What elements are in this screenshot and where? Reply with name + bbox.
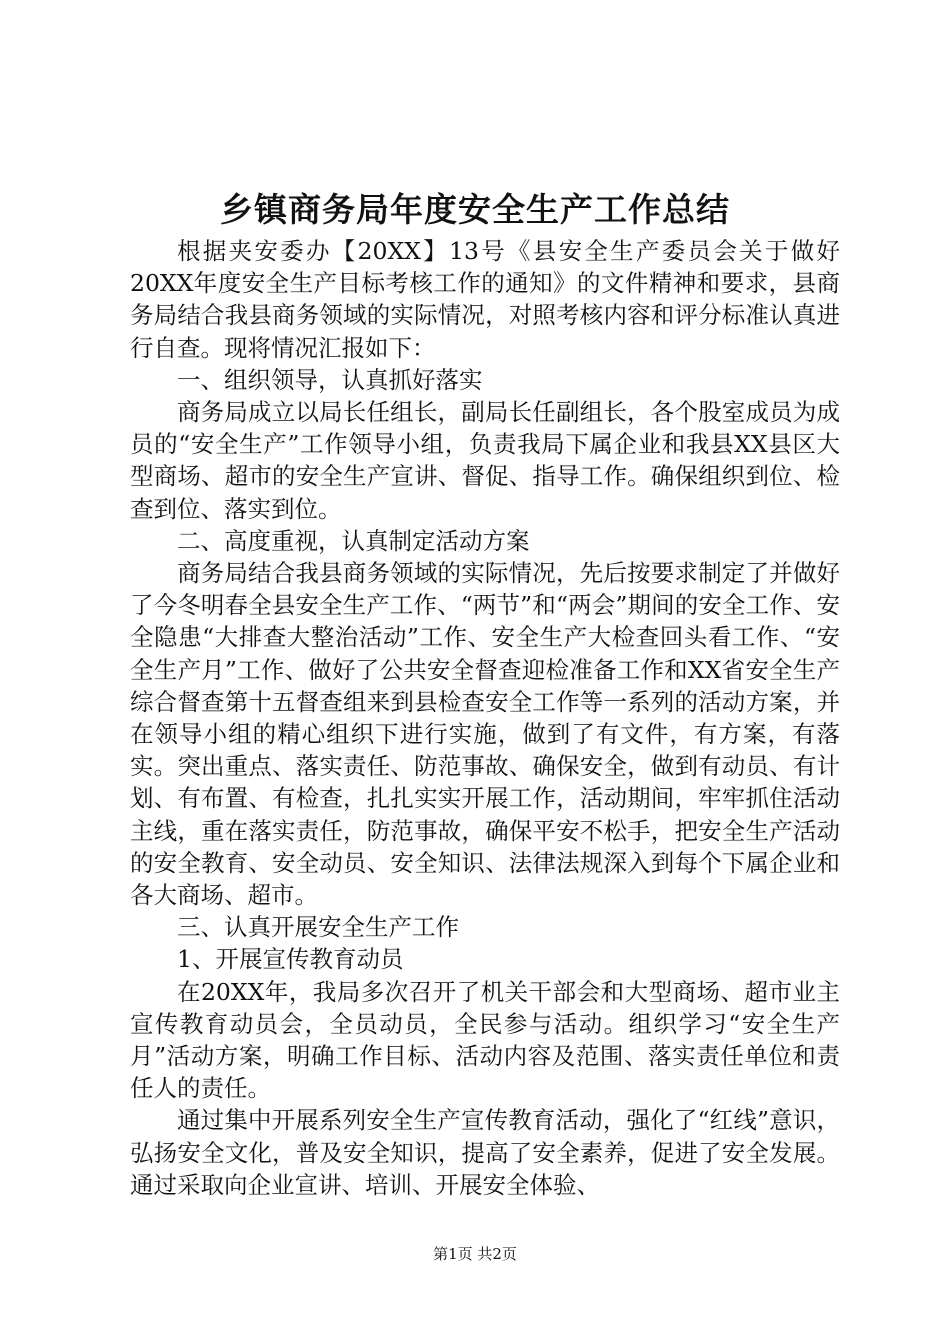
section-paragraph-2: 商务局结合我县商务领域的实际情况，先后按要求制定了并做好了今冬明春全县安全生产工作、“两节”和“两会”期间的安全工作、安全隐患“大排查大整治活动”工作、安全生产大检查回头看工作、“安全生产月”工作、做好了公共安全督查迎检准备工作和XX省安全生产综合督查第十五督查组来到县检查安全工作等一系列的活动方案，并在领导小组的精心组织下进行实施，做到了有文件，有方案，有落实。突出重点、落实责任、防范事故、确保安全，做到有动员、有计划、有布置、有检查，扎扎实实开展工作，活动期间，牢牢抓住活动主线，重在落实责任，防范事故，确保平安不松手，把安全生产活动的安全教育、安全动员、安全知识、法律法规深入到每个下属企业和各大商场、超市。 xyxy=(130,559,840,910)
document-title: 乡镇商务局年度安全生产工作总结 xyxy=(220,190,730,229)
page-number: 第1页 共2页 xyxy=(433,1245,517,1263)
intro-paragraph: 根据夹安委办【20XX】13号《县安全生产委员会关于做好20XX年度安全生产目标考核工作的通知》的文件精神和要求，县商务局结合我县商务领域的实际情况，对照考核内容和评分标准认真进行自查。现将情况汇报如下： xyxy=(130,237,840,362)
section-paragraph-1: 商务局成立以局长任组长，副局长任副组长，各个股室成员为成员的“安全生产”工作领导小组，负责我局下属企业和我县XX县区大型商场、超市的安全生产宣讲、督促、指导工作。确保组织到位、检查到位、落实到位。 xyxy=(130,398,840,523)
section-heading-2: 二、高度重视，认真制定活动方案 xyxy=(177,526,530,555)
subsection-paragraph-1: 在20XX年，我局多次召开了机关干部会和大型商场、超市业主宣传教育动员会，全员动员，全民参与活动。组织学习“安全生产月”活动方案，明确工作目标、活动内容及范围、落实责任单位和责任人的责任。 xyxy=(130,977,840,1103)
subsection-paragraph-2: 通过集中开展系列安全生产宣传教育活动，强化了“红线”意识，弘扬安全文化，普及安全知识，提高了安全素养，促进了安全发展。通过采取向企业宣讲、培训、开展安全体验、 xyxy=(130,1106,840,1199)
section-heading-3: 三、认真开展安全生产工作 xyxy=(177,913,459,942)
subsection-heading-1: 1、开展宣传教育动员 xyxy=(177,945,404,974)
document-body xyxy=(130,235,840,1201)
section-heading-1: 一、组织领导，认真抓好落实 xyxy=(177,365,483,394)
